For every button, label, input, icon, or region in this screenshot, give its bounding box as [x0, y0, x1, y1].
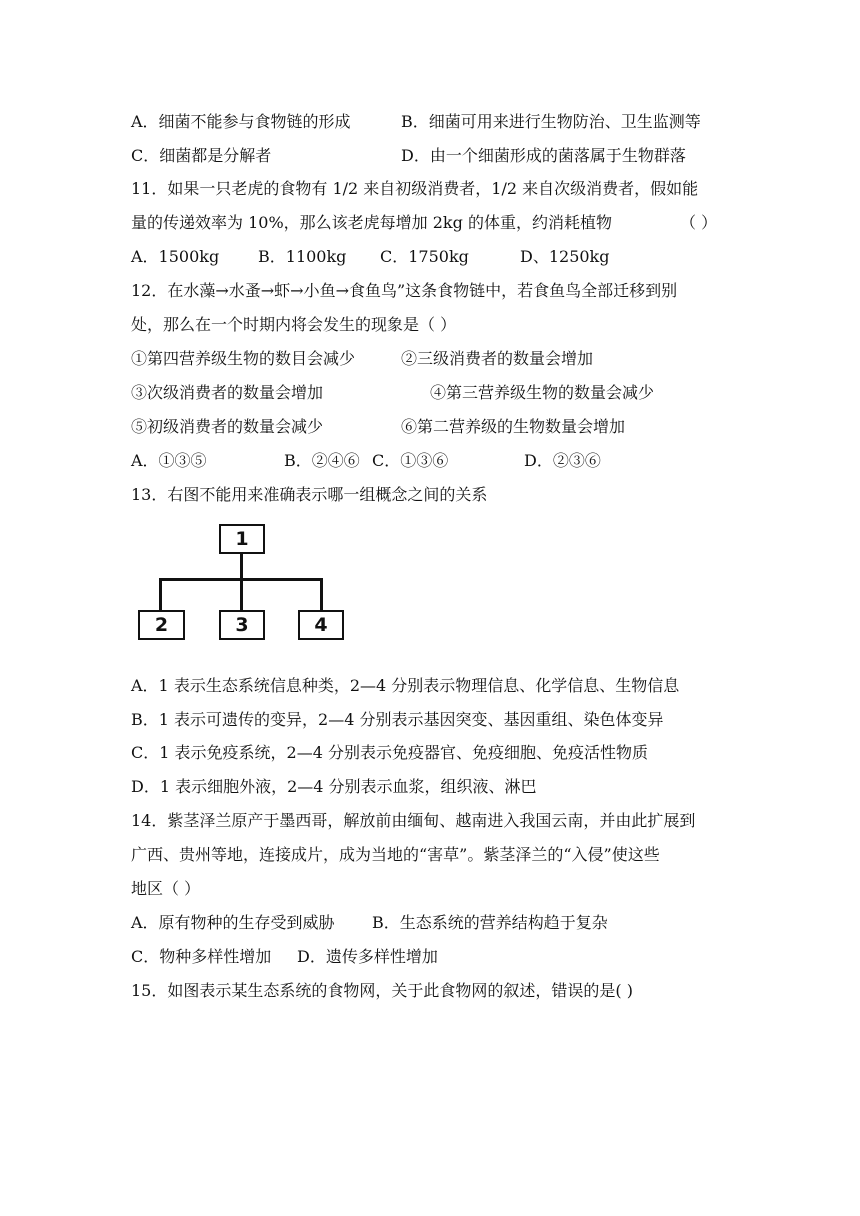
q12-option-d: D．②③⑥ — [524, 451, 601, 470]
q10-option-a: A．细菌不能参与食物链的形成 — [131, 112, 351, 131]
q11-option-a: A．1500kg — [131, 247, 220, 266]
q12-stem-line2: 处，那么在一个时期内将会发生的现象是（ ） — [131, 315, 457, 334]
q14-option-b: B．生态系统的营养结构趋于复杂 — [372, 913, 608, 932]
q12-stem-line1: 12．在水藻→水蚤→虾→小鱼→食鱼鸟”这条食物链中，若食鱼鸟全部迁移到别 — [131, 281, 678, 300]
q10-option-b: B．细菌可用来进行生物防治、卫生监测等 — [401, 112, 701, 131]
q14-stem-line3: 地区（ ） — [131, 879, 201, 898]
q12-option-b: B．②④⑥ — [284, 451, 360, 470]
q12-item-5: ⑤初级消费者的数量会减少 — [131, 417, 324, 436]
q11-option-d: D、1250kg — [520, 247, 610, 266]
q11-option-b: B．1100kg — [258, 247, 347, 266]
q12-item-4: ④第三营养级生物的数量会减少 — [430, 383, 655, 402]
q15-stem: 15．如图表示某生态系统的食物网，关于此食物网的叙述，错误的是( ) — [131, 981, 633, 1000]
q13-option-a: A．1 表示生态系统信息种类，2—4 分别表示物理信息、化学信息、生物信息 — [131, 676, 680, 695]
diagram-box-4: 4 — [298, 610, 344, 640]
diagram-connector-left — [159, 578, 162, 612]
q12-item-1: ①第四营养级生物的数目会减少 — [131, 349, 356, 368]
q12-option-c: C．①③⑥ — [372, 451, 449, 470]
q12-item-3: ③次级消费者的数量会增加 — [131, 383, 324, 402]
q14-stem-line1: 14．紫茎泽兰原产于墨西哥，解放前由缅甸、越南进入我国云南，并由此扩展到 — [131, 811, 696, 830]
q12-item-2: ②三级消费者的数量会增加 — [401, 349, 594, 368]
diagram-box-1: 1 — [219, 524, 265, 554]
q11-option-c: C．1750kg — [380, 247, 469, 266]
q14-option-d: D．遗传多样性增加 — [297, 947, 438, 966]
q10-option-c: C．细菌都是分解者 — [131, 146, 272, 165]
diagram-connector-vertical — [240, 553, 243, 580]
q11-answer-paren: （ ） — [680, 213, 718, 232]
q11-stem-line2: 量的传递效率为 10%，那么该老虎每增加 2kg 的体重，约消耗植物 — [131, 213, 612, 232]
q11-stem-line1: 11．如果一只老虎的食物有 1/2 来自初级消费者，1/2 来自次级消费者，假如能 — [131, 179, 699, 198]
q12-option-a: A．①③⑤ — [131, 451, 207, 470]
q13-option-c: C．1 表示免疫系统，2—4 分别表示免疫器官、免疫细胞、免疫活性物质 — [131, 743, 648, 762]
diagram-box-2: 2 — [138, 610, 185, 640]
q13-stem: 13．右图不能用来准确表示哪一组概念之间的关系 — [131, 485, 488, 504]
q14-option-a: A．原有物种的生存受到威胁 — [131, 913, 335, 932]
diagram-connector-right — [320, 578, 323, 612]
q13-option-d: D．1 表示细胞外液，2—4 分别表示血浆，组织液、淋巴 — [131, 777, 537, 796]
q14-option-c: C．物种多样性增加 — [131, 947, 272, 966]
q13-option-b: B．1 表示可遗传的变异，2—4 分别表示基因突变、基因重组、染色体变异 — [131, 710, 664, 729]
diagram-connector-middle — [240, 578, 243, 612]
q14-stem-line2: 广西、贵州等地，连接成片，成为当地的“害草”。紫茎泽兰的“入侵”使这些 — [131, 845, 660, 864]
q10-option-d: D．由一个细菌形成的菌落属于生物群落 — [401, 146, 686, 165]
q12-item-6: ⑥第二营养级的生物数量会增加 — [401, 417, 626, 436]
diagram-box-3: 3 — [219, 610, 265, 640]
